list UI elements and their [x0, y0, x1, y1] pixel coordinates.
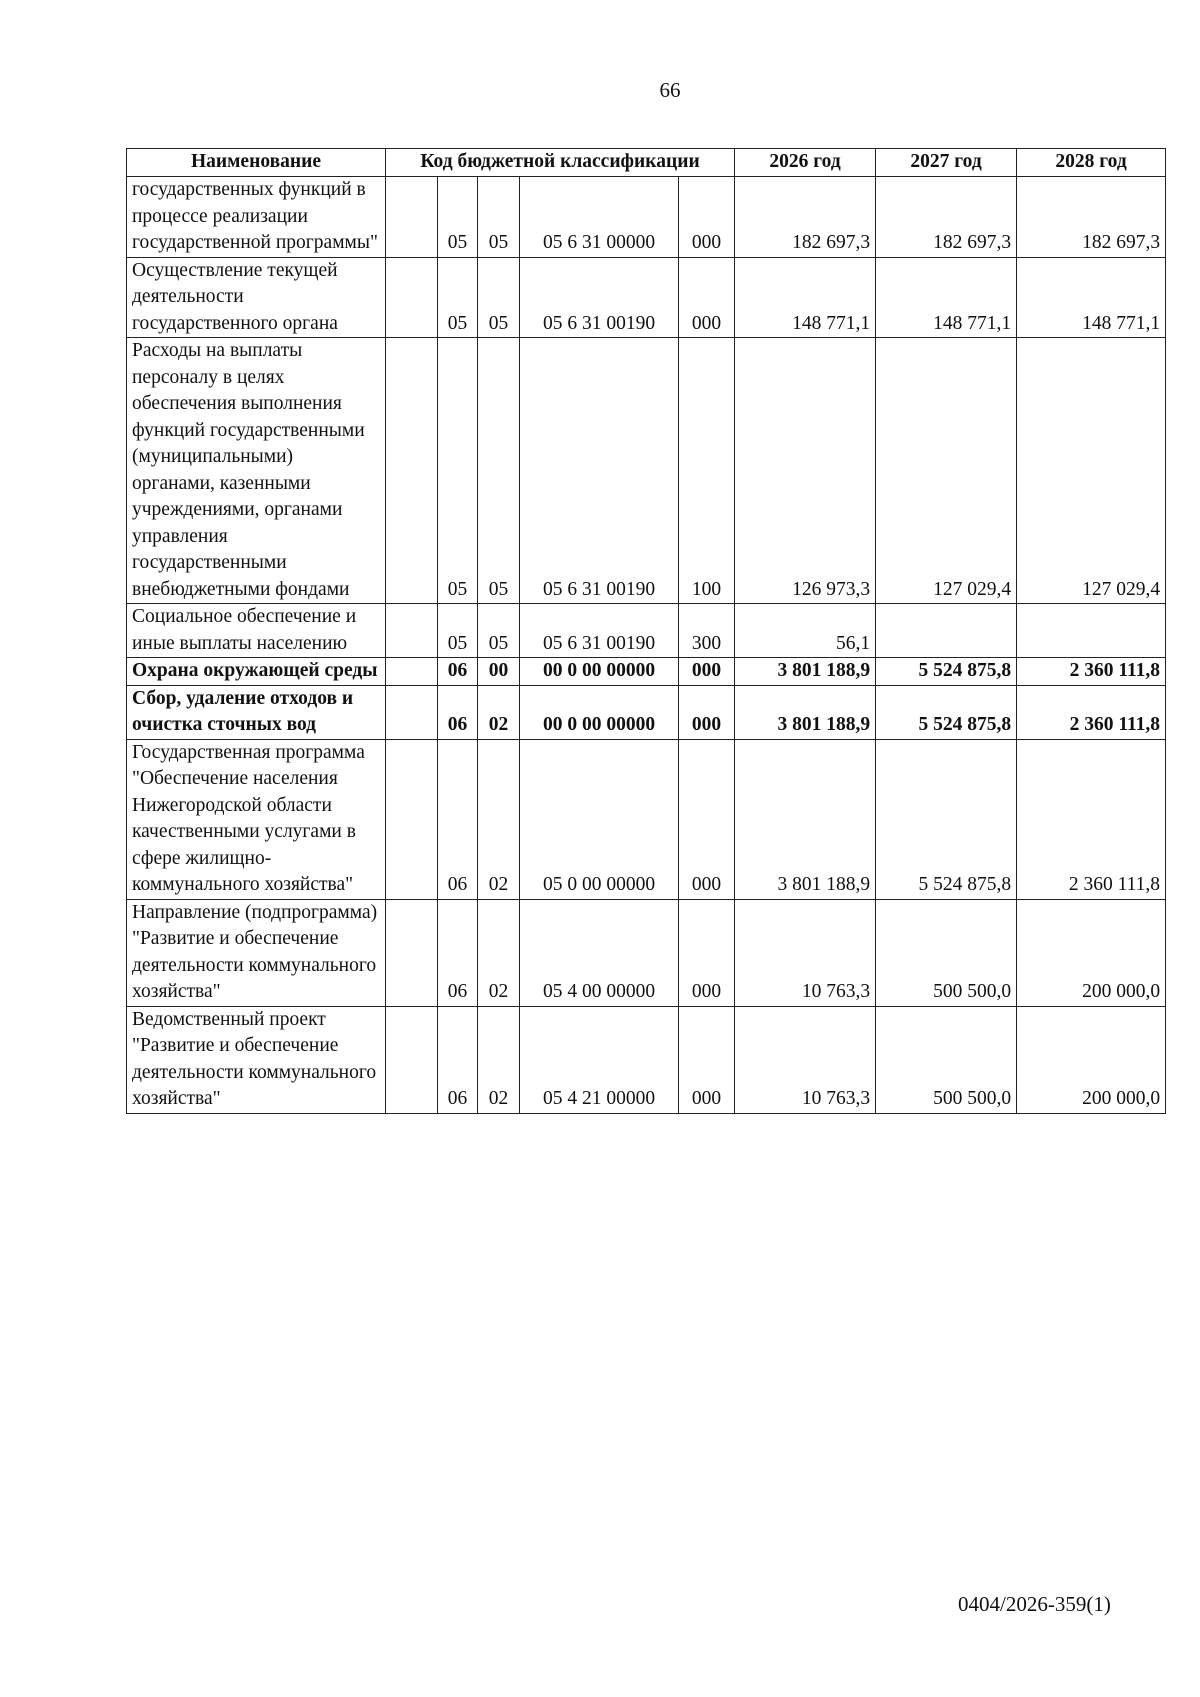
budget-table [126, 148, 1166, 1114]
row-value-2028: 200 000,0 [1017, 1006, 1166, 1113]
row-value-2028: 148 771,1 [1017, 257, 1166, 338]
row-name: Государственная программа "Обеспечение населения Нижегородской области качественными услугами в сфере жилищно-коммунального хозяйства" [127, 739, 386, 899]
row-value-2028: 200 000,0 [1017, 899, 1166, 1006]
row-name: Охрана окружающей среды [127, 658, 386, 686]
header-name: Наименование [127, 149, 386, 177]
row-code-0 [386, 257, 438, 338]
row-code-target: 05 6 31 00000 [520, 177, 679, 258]
row-code-0 [386, 604, 438, 658]
row-code-section: 06 [438, 1006, 478, 1113]
row-value-2026: 56,1 [735, 604, 876, 658]
row-code-expense-type: 000 [679, 739, 735, 899]
row-value-2028: 2 360 111,8 [1017, 739, 1166, 899]
row-value-2027 [876, 604, 1017, 658]
row-code-expense-type: 000 [679, 257, 735, 338]
row-code-expense-type: 000 [679, 899, 735, 1006]
row-code-0 [386, 685, 438, 739]
row-code-subsection: 05 [478, 177, 520, 258]
row-code-0 [386, 1006, 438, 1113]
row-code-target: 00 0 00 00000 [520, 658, 679, 686]
row-code-expense-type: 300 [679, 604, 735, 658]
row-value-2026: 148 771,1 [735, 257, 876, 338]
row-value-2026: 10 763,3 [735, 1006, 876, 1113]
table-row [127, 1006, 1166, 1113]
row-value-2026: 10 763,3 [735, 899, 876, 1006]
row-code-target: 05 6 31 00190 [520, 338, 679, 604]
row-code-target: 05 6 31 00190 [520, 604, 679, 658]
row-code-section: 06 [438, 899, 478, 1006]
row-value-2027: 148 771,1 [876, 257, 1017, 338]
row-name: Ведомственный проект "Развитие и обеспечение деятельности коммунального хозяйства" [127, 1006, 386, 1113]
table-row [127, 658, 1166, 686]
header-code: Код бюджетной классификации [386, 149, 735, 177]
row-code-section: 05 [438, 257, 478, 338]
row-value-2026: 3 801 188,9 [735, 739, 876, 899]
row-value-2028: 2 360 111,8 [1017, 685, 1166, 739]
document-code: 0404/2026-359(1) [958, 1592, 1111, 1616]
row-code-0 [386, 338, 438, 604]
row-code-expense-type: 100 [679, 338, 735, 604]
row-code-section: 05 [438, 177, 478, 258]
row-code-subsection: 00 [478, 658, 520, 686]
row-code-target: 05 4 00 00000 [520, 899, 679, 1006]
page-number: 66 [659, 78, 681, 102]
table-row [127, 739, 1166, 899]
row-code-section: 06 [438, 685, 478, 739]
row-value-2027: 182 697,3 [876, 177, 1017, 258]
row-value-2028: 127 029,4 [1017, 338, 1166, 604]
table-row [127, 338, 1166, 604]
row-name: Направление (подпрограмма) "Развитие и обеспечение деятельности коммунального хозяйства" [127, 899, 386, 1006]
header-2026: 2026 год [735, 149, 876, 177]
row-code-section: 05 [438, 338, 478, 604]
row-code-target: 05 4 21 00000 [520, 1006, 679, 1113]
row-code-target: 05 6 31 00190 [520, 257, 679, 338]
header-2027: 2027 год [876, 149, 1017, 177]
row-code-subsection: 05 [478, 338, 520, 604]
row-code-subsection: 05 [478, 257, 520, 338]
row-value-2026: 126 973,3 [735, 338, 876, 604]
row-value-2027: 5 524 875,8 [876, 739, 1017, 899]
row-code-subsection: 02 [478, 739, 520, 899]
row-code-expense-type: 000 [679, 658, 735, 686]
row-value-2027: 5 524 875,8 [876, 658, 1017, 686]
row-code-expense-type: 000 [679, 1006, 735, 1113]
table-row [127, 257, 1166, 338]
row-code-section: 05 [438, 604, 478, 658]
row-code-target: 05 0 00 00000 [520, 739, 679, 899]
row-value-2027: 5 524 875,8 [876, 685, 1017, 739]
table-row [127, 604, 1166, 658]
row-value-2026: 3 801 188,9 [735, 658, 876, 686]
table-row [127, 899, 1166, 1006]
row-value-2028 [1017, 604, 1166, 658]
header-2028: 2028 год [1017, 149, 1166, 177]
table-header-row [127, 149, 1166, 177]
row-value-2027: 500 500,0 [876, 1006, 1017, 1113]
row-code-0 [386, 177, 438, 258]
row-code-0 [386, 899, 438, 1006]
row-name: Сбор, удаление отходов и очистка сточных вод [127, 685, 386, 739]
row-code-expense-type: 000 [679, 685, 735, 739]
row-name: Осуществление текущей деятельности государственного органа [127, 257, 386, 338]
table-row [127, 177, 1166, 258]
row-code-section: 06 [438, 739, 478, 899]
row-name: Расходы на выплаты персоналу в целях обеспечения выполнения функций государственными (муниципальными) органами, казенными учреждениями, органами управления государственными внебюджетными фондами [127, 338, 386, 604]
row-value-2027: 500 500,0 [876, 899, 1017, 1006]
row-code-0 [386, 658, 438, 686]
row-code-subsection: 02 [478, 1006, 520, 1113]
row-name: государственных функций в процессе реализации государственной программы" [127, 177, 386, 258]
row-code-target: 00 0 00 00000 [520, 685, 679, 739]
row-code-subsection: 02 [478, 899, 520, 1006]
row-value-2028: 2 360 111,8 [1017, 658, 1166, 686]
row-code-subsection: 05 [478, 604, 520, 658]
row-code-subsection: 02 [478, 685, 520, 739]
table-row [127, 685, 1166, 739]
row-code-section: 06 [438, 658, 478, 686]
row-value-2027: 127 029,4 [876, 338, 1017, 604]
row-name: Социальное обеспечение и иные выплаты населению [127, 604, 386, 658]
row-code-expense-type: 000 [679, 177, 735, 258]
row-code-0 [386, 739, 438, 899]
row-value-2028: 182 697,3 [1017, 177, 1166, 258]
row-value-2026: 3 801 188,9 [735, 685, 876, 739]
row-value-2026: 182 697,3 [735, 177, 876, 258]
